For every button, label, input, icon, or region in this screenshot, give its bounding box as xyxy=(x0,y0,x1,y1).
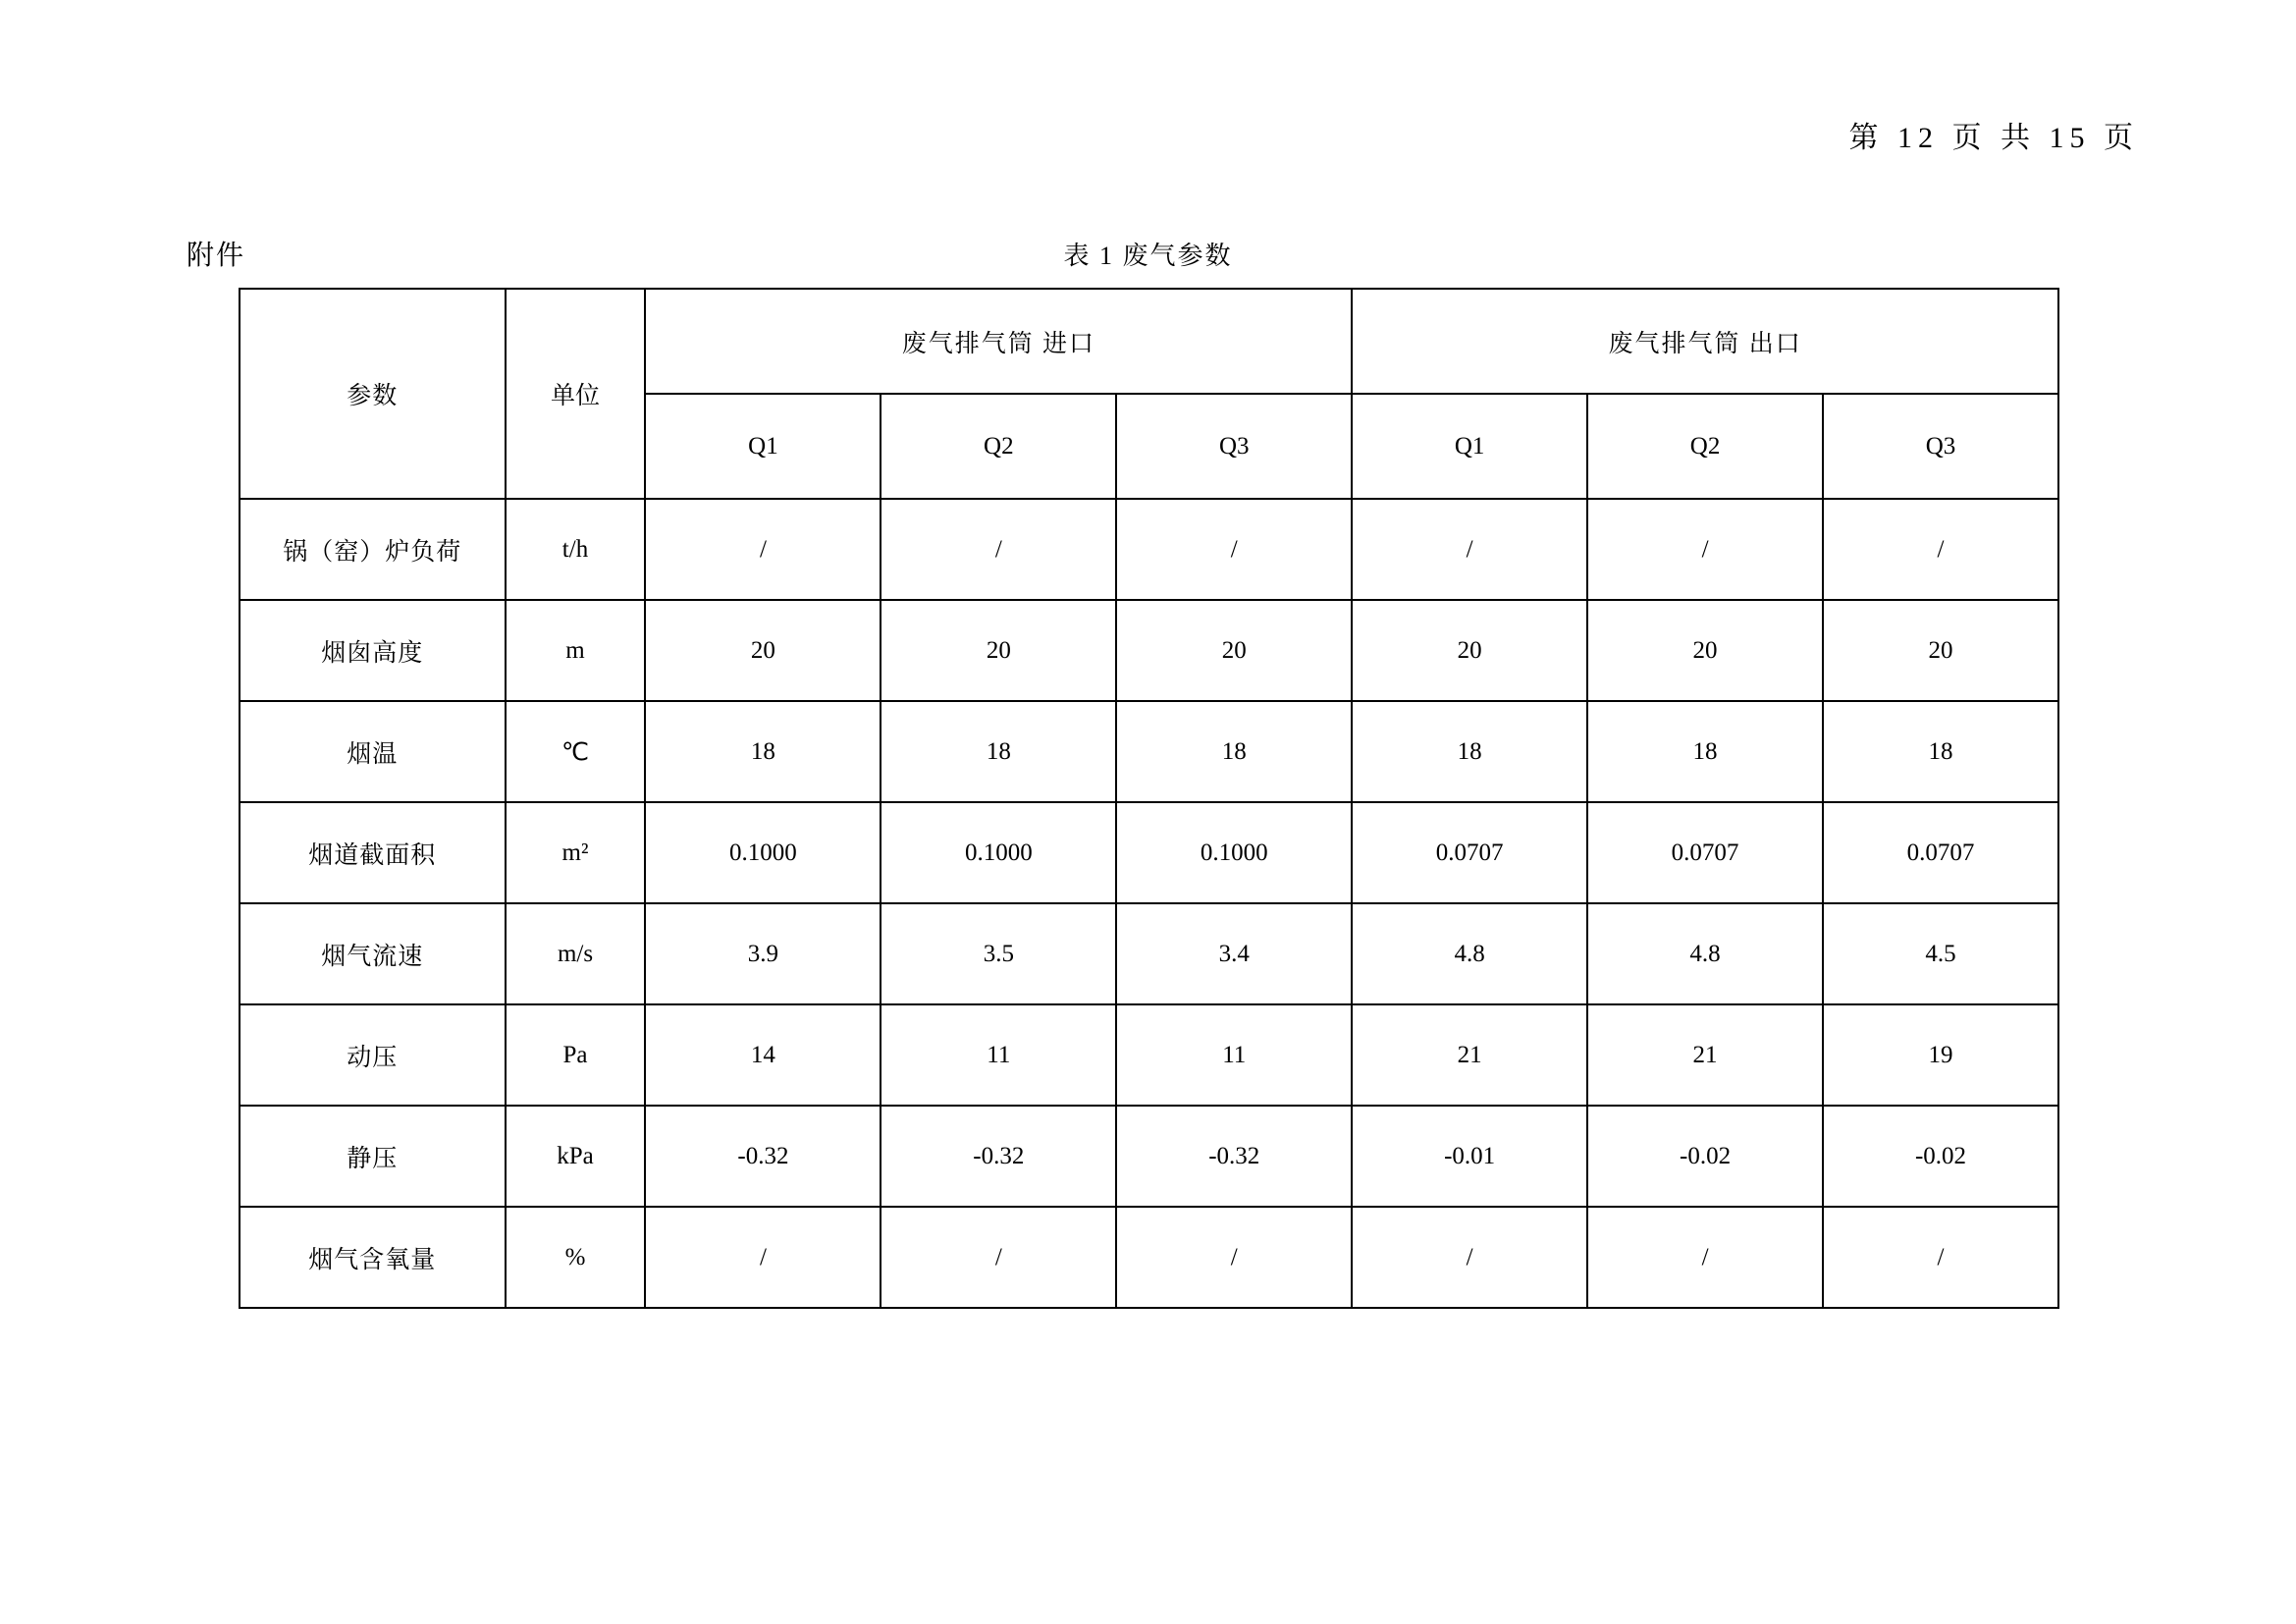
row-value: 20 xyxy=(1587,600,1823,701)
row-value: 18 xyxy=(881,701,1116,802)
row-value: / xyxy=(645,499,881,600)
header-parameter: 参数 xyxy=(240,289,506,499)
row-unit: m xyxy=(506,600,646,701)
row-value: / xyxy=(881,1207,1116,1308)
row-unit: m/s xyxy=(506,903,646,1004)
page-number-header: 第 12 页 共 15 页 xyxy=(1848,122,2139,154)
row-value: 21 xyxy=(1587,1004,1823,1106)
row-value: 3.5 xyxy=(881,903,1116,1004)
table-row xyxy=(240,499,2058,600)
waste-gas-parameters-table xyxy=(239,288,2059,1309)
row-value: 3.4 xyxy=(1116,903,1352,1004)
row-value: / xyxy=(1116,499,1352,600)
row-value: / xyxy=(1823,499,2058,600)
table-container xyxy=(239,288,2059,1309)
row-value: 20 xyxy=(1823,600,2058,701)
table-row xyxy=(240,903,2058,1004)
table-body xyxy=(240,499,2058,1308)
table-header-row-groups xyxy=(240,289,2058,394)
row-unit: Pa xyxy=(506,1004,646,1106)
header-group-outlet: 废气排气筒 出口 xyxy=(1352,289,2058,394)
row-value: 0.0707 xyxy=(1587,802,1823,903)
row-value: 20 xyxy=(881,600,1116,701)
table-row xyxy=(240,1004,2058,1106)
row-unit: m² xyxy=(506,802,646,903)
row-value: / xyxy=(645,1207,881,1308)
attachment-label: 附件 xyxy=(187,241,246,271)
table-row xyxy=(240,1207,2058,1308)
row-value: / xyxy=(881,499,1116,600)
row-parameter: 锅（窑）炉负荷 xyxy=(240,499,506,600)
row-parameter: 烟囱高度 xyxy=(240,600,506,701)
row-value: -0.01 xyxy=(1352,1106,1587,1207)
header-unit: 单位 xyxy=(506,289,646,499)
row-value: / xyxy=(1587,1207,1823,1308)
header-inlet-q2: Q2 xyxy=(881,394,1116,499)
row-value: / xyxy=(1352,499,1587,600)
row-value: 0.1000 xyxy=(1116,802,1352,903)
row-value: 4.5 xyxy=(1823,903,2058,1004)
table-row xyxy=(240,701,2058,802)
row-value: 0.1000 xyxy=(645,802,881,903)
table-header xyxy=(240,289,2058,499)
row-value: 0.0707 xyxy=(1352,802,1587,903)
row-value: 20 xyxy=(645,600,881,701)
row-parameter: 静压 xyxy=(240,1106,506,1207)
row-unit: kPa xyxy=(506,1106,646,1207)
row-value: -0.02 xyxy=(1823,1106,2058,1207)
row-value: 0.0707 xyxy=(1823,802,2058,903)
table-row xyxy=(240,1106,2058,1207)
row-value: -0.32 xyxy=(645,1106,881,1207)
row-value: -0.02 xyxy=(1587,1106,1823,1207)
row-value: / xyxy=(1352,1207,1587,1308)
row-unit: t/h xyxy=(506,499,646,600)
row-unit: ℃ xyxy=(506,701,646,802)
row-value: / xyxy=(1587,499,1823,600)
row-value: -0.32 xyxy=(1116,1106,1352,1207)
row-value: 18 xyxy=(1352,701,1587,802)
row-value: 14 xyxy=(645,1004,881,1106)
row-value: / xyxy=(1116,1207,1352,1308)
table-row xyxy=(240,600,2058,701)
row-value: 0.1000 xyxy=(881,802,1116,903)
row-value: 11 xyxy=(881,1004,1116,1106)
row-value: 19 xyxy=(1823,1004,2058,1106)
row-value: 20 xyxy=(1352,600,1587,701)
row-value: 20 xyxy=(1116,600,1352,701)
header-outlet-q1: Q1 xyxy=(1352,394,1587,499)
row-unit: % xyxy=(506,1207,646,1308)
header-outlet-q2: Q2 xyxy=(1587,394,1823,499)
row-value: -0.32 xyxy=(881,1106,1116,1207)
row-parameter: 动压 xyxy=(240,1004,506,1106)
header-outlet-q3: Q3 xyxy=(1823,394,2058,499)
table-title: 表 1 废气参数 xyxy=(1063,242,1233,270)
row-value: 4.8 xyxy=(1352,903,1587,1004)
row-value: 18 xyxy=(645,701,881,802)
row-parameter: 烟气含氧量 xyxy=(240,1207,506,1308)
header-inlet-q1: Q1 xyxy=(645,394,881,499)
header-group-inlet: 废气排气筒 进口 xyxy=(645,289,1352,394)
row-value: 3.9 xyxy=(645,903,881,1004)
row-parameter: 烟道截面积 xyxy=(240,802,506,903)
row-parameter: 烟温 xyxy=(240,701,506,802)
row-value: 11 xyxy=(1116,1004,1352,1106)
row-value: 18 xyxy=(1116,701,1352,802)
row-value: 18 xyxy=(1587,701,1823,802)
row-value: 21 xyxy=(1352,1004,1587,1106)
table-row xyxy=(240,802,2058,903)
row-value: 18 xyxy=(1823,701,2058,802)
header-inlet-q3: Q3 xyxy=(1116,394,1352,499)
row-parameter: 烟气流速 xyxy=(240,903,506,1004)
row-value: 4.8 xyxy=(1587,903,1823,1004)
row-value: / xyxy=(1823,1207,2058,1308)
